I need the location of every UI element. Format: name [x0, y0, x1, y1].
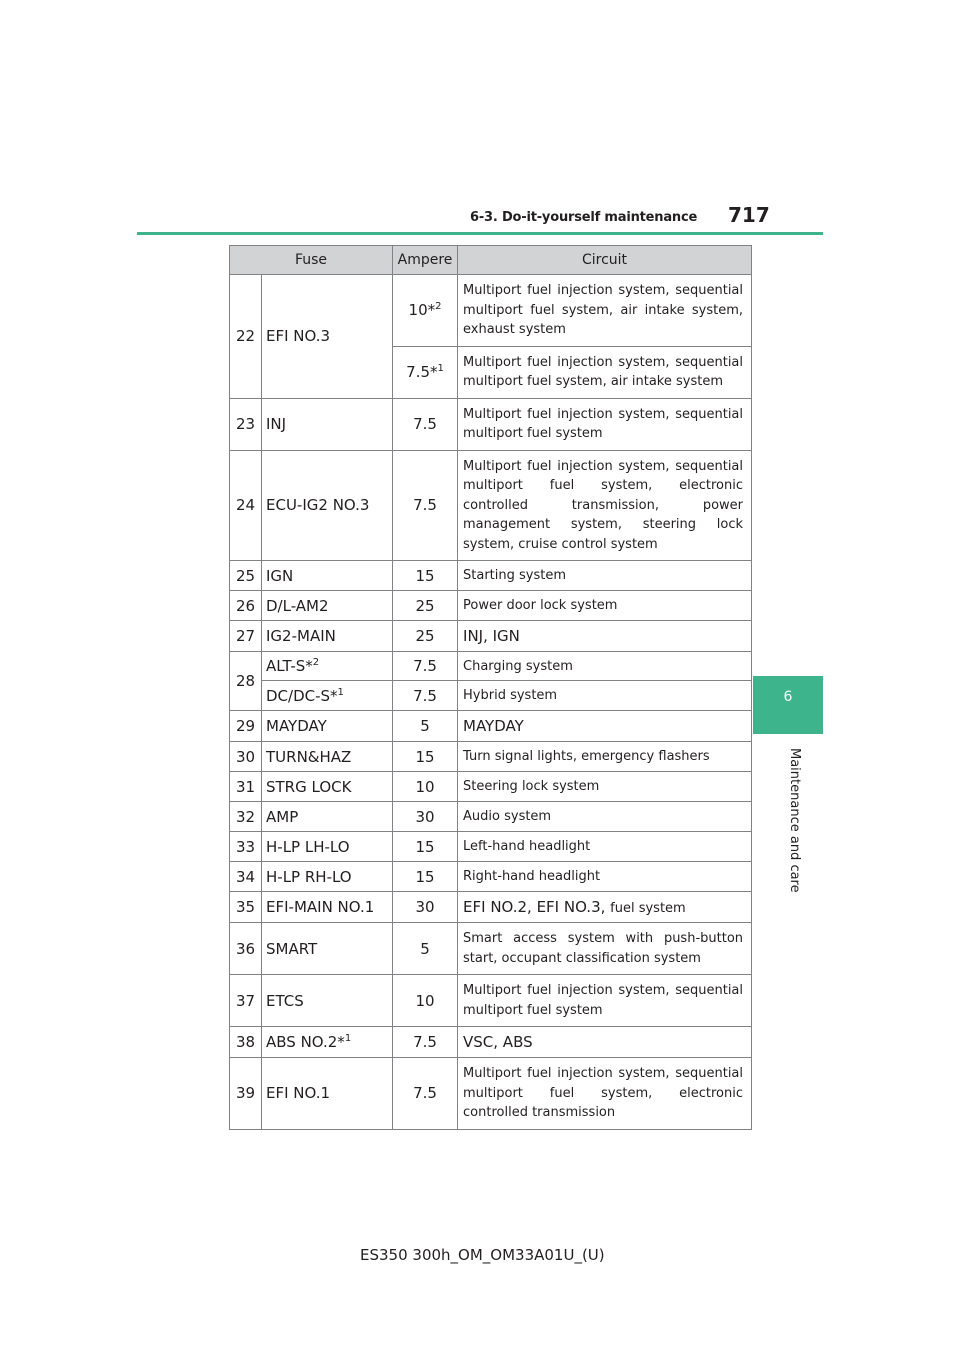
table-row	[230, 591, 752, 621]
fuse-ampere	[393, 275, 458, 347]
fuse-ampere: 7.5	[393, 1058, 458, 1130]
fuse-name	[262, 681, 393, 711]
fuse-number: 27	[230, 621, 262, 652]
fuse-ampere: 25	[393, 591, 458, 621]
chapter-tab[interactable]	[753, 676, 823, 734]
fuse-name: EFI NO.3	[262, 275, 393, 399]
circuit-text: EFI NO.2, EFI NO.3,	[463, 898, 611, 916]
fuse-name: MAYDAY	[262, 711, 393, 742]
footnote-mark: 2	[435, 301, 442, 313]
fuse-ampere: 5	[393, 923, 458, 975]
fuse-circuit: Starting system	[458, 561, 752, 591]
table-row	[230, 1058, 752, 1130]
fuse-circuit: Multiport fuel injection system, sequential multiport fuel system, air intake system, exhaust system	[458, 275, 752, 347]
fuse-circuit: Charging system	[458, 652, 752, 681]
fuse-number: 38	[230, 1027, 262, 1058]
fuse-ampere	[393, 346, 458, 398]
fuse-name-text: ABS NO.2*	[266, 1033, 345, 1051]
fuse-ampere: 15	[393, 742, 458, 772]
table-row	[230, 652, 752, 681]
fuse-circuit: Steering lock system	[458, 772, 752, 802]
chapter-tab-number: 6	[783, 689, 793, 705]
fuse-number: 35	[230, 892, 262, 923]
fuse-ampere: 15	[393, 561, 458, 591]
fuse-name: H-LP RH-LO	[262, 862, 393, 892]
ampere-value: 10*	[408, 301, 436, 320]
fuse-circuit: Audio system	[458, 802, 752, 832]
circuit-text-small: fuel system	[610, 901, 686, 916]
table-row	[230, 802, 752, 832]
fuse-table	[229, 245, 752, 1130]
fuse-number: 30	[230, 742, 262, 772]
table-row	[230, 832, 752, 862]
fuse-circuit: Multiport fuel injection system, sequential multiport fuel system	[458, 975, 752, 1027]
fuse-ampere: 7.5	[393, 681, 458, 711]
fuse-circuit: MAYDAY	[458, 711, 752, 742]
table-row	[230, 892, 752, 923]
column-header-fuse: Fuse	[230, 246, 393, 275]
footnote-mark: 1	[344, 1033, 352, 1044]
footnote-mark: 2	[312, 657, 320, 668]
fuse-circuit: Hybrid system	[458, 681, 752, 711]
fuse-name: EFI-MAIN NO.1	[262, 892, 393, 923]
fuse-number: 31	[230, 772, 262, 802]
column-header-ampere: Ampere	[393, 246, 458, 275]
fuse-name: TURN&HAZ	[262, 742, 393, 772]
fuse-circuit: Multiport fuel injection system, sequential multiport fuel system	[458, 398, 752, 450]
table-row	[230, 621, 752, 652]
fuse-circuit: INJ, IGN	[458, 621, 752, 652]
fuse-ampere: 7.5	[393, 398, 458, 450]
section-title: 6-3. Do-it-yourself maintenance	[470, 210, 698, 225]
ampere-value: 7.5*	[406, 363, 438, 381]
fuse-ampere: 15	[393, 832, 458, 862]
fuse-name-text: ALT-S*	[266, 657, 313, 675]
fuse-name	[262, 1027, 393, 1058]
fuse-name: SMART	[262, 923, 393, 975]
fuse-number: 24	[230, 450, 262, 561]
fuse-name: ETCS	[262, 975, 393, 1027]
fuse-number: 37	[230, 975, 262, 1027]
fuse-number: 22	[230, 275, 262, 399]
table-row	[230, 711, 752, 742]
table-row	[230, 681, 752, 711]
table-row	[230, 742, 752, 772]
footnote-mark: 1	[337, 686, 344, 698]
fuse-circuit: Power door lock system	[458, 591, 752, 621]
fuse-number: 26	[230, 591, 262, 621]
fuse-number: 25	[230, 561, 262, 591]
fuse-ampere: 10	[393, 975, 458, 1027]
table-row	[230, 275, 752, 347]
document-code: ES350 300h_OM_OM33A01U_(U)	[360, 1246, 605, 1264]
fuse-name: IG2-MAIN	[262, 621, 393, 652]
table-header-row	[230, 246, 752, 275]
fuse-circuit: Right-hand headlight	[458, 862, 752, 892]
fuse-circuit: Multiport fuel injection system, sequential multiport fuel system, air intake system	[458, 346, 752, 398]
fuse-number: 36	[230, 923, 262, 975]
table-row	[230, 975, 752, 1027]
table-row	[230, 398, 752, 450]
table-row	[230, 561, 752, 591]
fuse-circuit: Multiport fuel injection system, sequential multiport fuel system, electronic controlled transmission	[458, 1058, 752, 1130]
fuse-ampere: 7.5	[393, 450, 458, 561]
fuse-name: ECU-IG2 NO.3	[262, 450, 393, 561]
fuse-name: STRG LOCK	[262, 772, 393, 802]
table-row	[230, 1027, 752, 1058]
fuse-circuit: Turn signal lights, emergency flashers	[458, 742, 752, 772]
table-row	[230, 862, 752, 892]
fuse-ampere: 25	[393, 621, 458, 652]
fuse-number: 39	[230, 1058, 262, 1130]
fuse-circuit: Multiport fuel injection system, sequential multiport fuel system, electronic controlled transmission, power management system, steering lock system, cruise control system	[458, 450, 752, 561]
fuse-circuit: Left-hand headlight	[458, 832, 752, 862]
fuse-name-text: DC/DC-S*	[266, 686, 338, 705]
page-number: 717	[728, 203, 770, 227]
fuse-number: 33	[230, 832, 262, 862]
table-row	[230, 772, 752, 802]
fuse-circuit: VSC, ABS	[458, 1027, 752, 1058]
fuse-number: 29	[230, 711, 262, 742]
fuse-circuit	[458, 892, 752, 923]
fuse-ampere: 30	[393, 892, 458, 923]
fuse-ampere: 5	[393, 711, 458, 742]
footnote-mark: 1	[437, 363, 444, 374]
table-row	[230, 923, 752, 975]
fuse-name: D/L-AM2	[262, 591, 393, 621]
fuse-number: 23	[230, 398, 262, 450]
fuse-circuit: Smart access system with push-button start, occupant classification system	[458, 923, 752, 975]
fuse-number: 28	[230, 652, 262, 711]
fuse-name: AMP	[262, 802, 393, 832]
column-header-circuit: Circuit	[458, 246, 752, 275]
fuse-number: 34	[230, 862, 262, 892]
fuse-name: H-LP LH-LO	[262, 832, 393, 862]
fuse-number: 32	[230, 802, 262, 832]
fuse-ampere: 30	[393, 802, 458, 832]
fuse-name: INJ	[262, 398, 393, 450]
fuse-ampere: 10	[393, 772, 458, 802]
table-row	[230, 450, 752, 561]
fuse-name: EFI NO.1	[262, 1058, 393, 1130]
fuse-ampere: 7.5	[393, 1027, 458, 1058]
fuse-name	[262, 652, 393, 681]
fuse-name: IGN	[262, 561, 393, 591]
chapter-label: Maintenance and care	[787, 748, 802, 893]
header-rule	[137, 232, 823, 235]
fuse-ampere: 7.5	[393, 652, 458, 681]
fuse-ampere: 15	[393, 862, 458, 892]
